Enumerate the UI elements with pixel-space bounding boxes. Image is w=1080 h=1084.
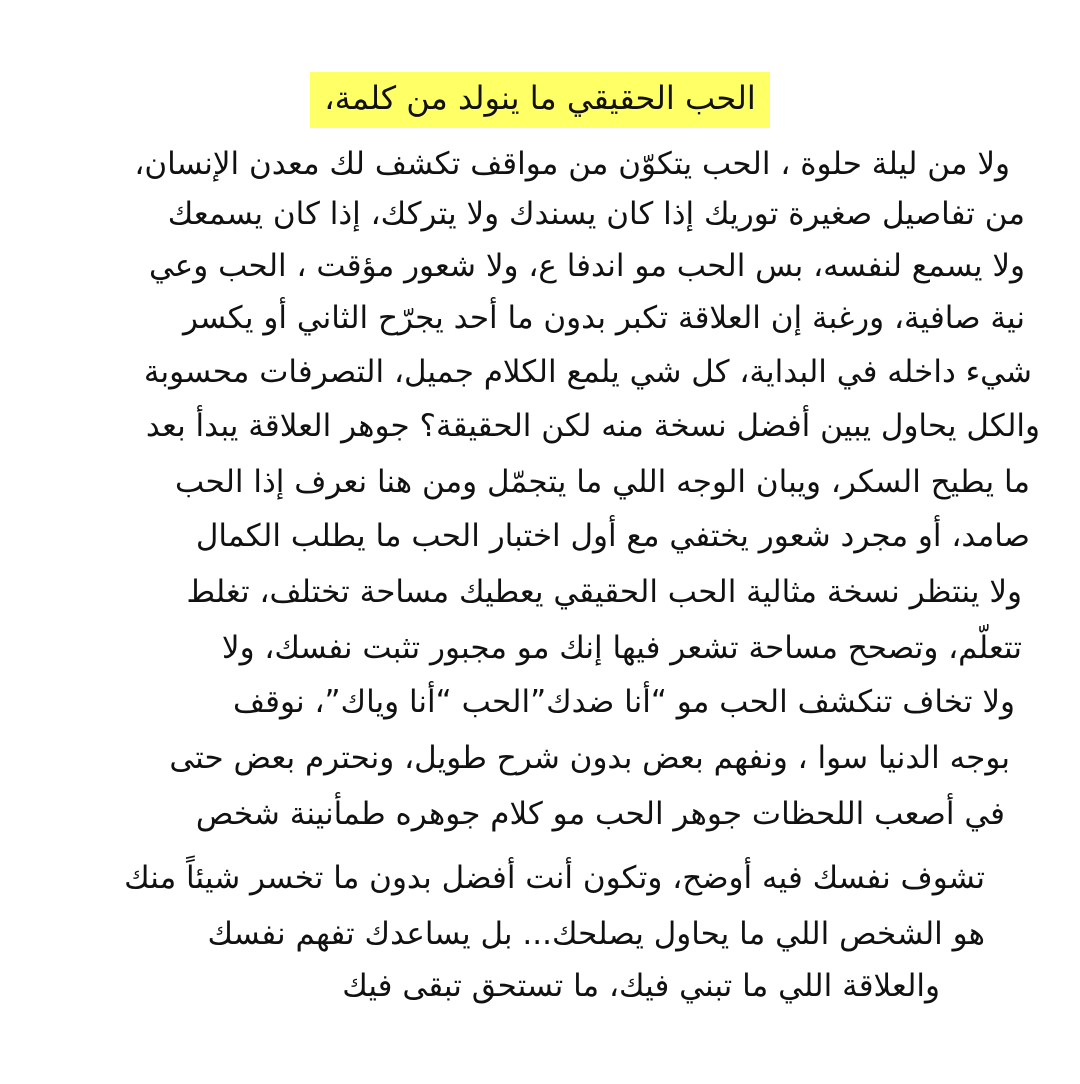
text-line: ولا ينتظر نسخة مثالية الحب الحقيقي يعطيك مساحة تختلف، تغلط [186, 574, 1022, 610]
text-line: والعلاقة اللي ما تبني فيك، ما تستحق تبقى فيك [342, 968, 940, 1004]
text-line: تشوف نفسك فيه أوضح، وتكون أنت أفضل بدون ما تخسر شيئاً منك [124, 860, 985, 896]
text-line: نية صافية، ورغبة إن العلاقة تكبر بدون ما أحد يجرّح الثاني أو يكسر [183, 300, 1025, 336]
text-line: في أصعب اللحظات جوهر الحب مو كلام جوهره طمأنينة شخص [195, 796, 1005, 832]
text-line: ولا يسمع لنفسه، بس الحب مو اندفا ع، ولا شعور مؤقت ، الحب وعي [148, 248, 1025, 284]
text-line: ولا تخاف تنكشف الحب مو “أنا ضدك”الحب “أنا وياك”، نوقف [233, 684, 1015, 720]
text-line: ولا من ليلة حلوة ، الحب يتكوّن من مواقف تكشف لك معدن الإنسان، [134, 146, 1010, 182]
text-line: ما يطيح السكر، ويبان الوجه اللي ما يتجمّل ومن هنا نعرف إذا الحب [175, 464, 1030, 500]
text-line: بوجه الدنيا سوا ، ونفهم بعض بدون شرح طويل، ونحترم بعض حتى [169, 740, 1010, 776]
text-line: والكل يحاول يبين أفضل نسخة منه لكن الحقيقة؟ جوهر العلاقة يبدأ بعد [145, 408, 1040, 444]
text-line: من تفاصيل صغيرة توريك إذا كان يسندك ولا يتركك، إذا كان يسمعك [167, 196, 1025, 232]
highlighted-title: الحب الحقيقي ما ينولد من كلمة، [310, 72, 769, 128]
title-block [0, 72, 1080, 128]
text-line: تتعلّم، وتصحح مساحة تشعر فيها إنك مو مجبور تثبت نفسك، ولا [221, 630, 1022, 666]
text-line: صامد، أو مجرد شعور يختفي مع أول اختبار الحب ما يطلب الكمال [195, 518, 1030, 554]
text-line: شيء داخله في البداية، كل شي يلمع الكلام جميل، التصرفات محسوبة [143, 354, 1032, 390]
text-line: هو الشخص اللي ما يحاول يصلحك... بل يساعدك تفهم نفسك [207, 916, 985, 952]
